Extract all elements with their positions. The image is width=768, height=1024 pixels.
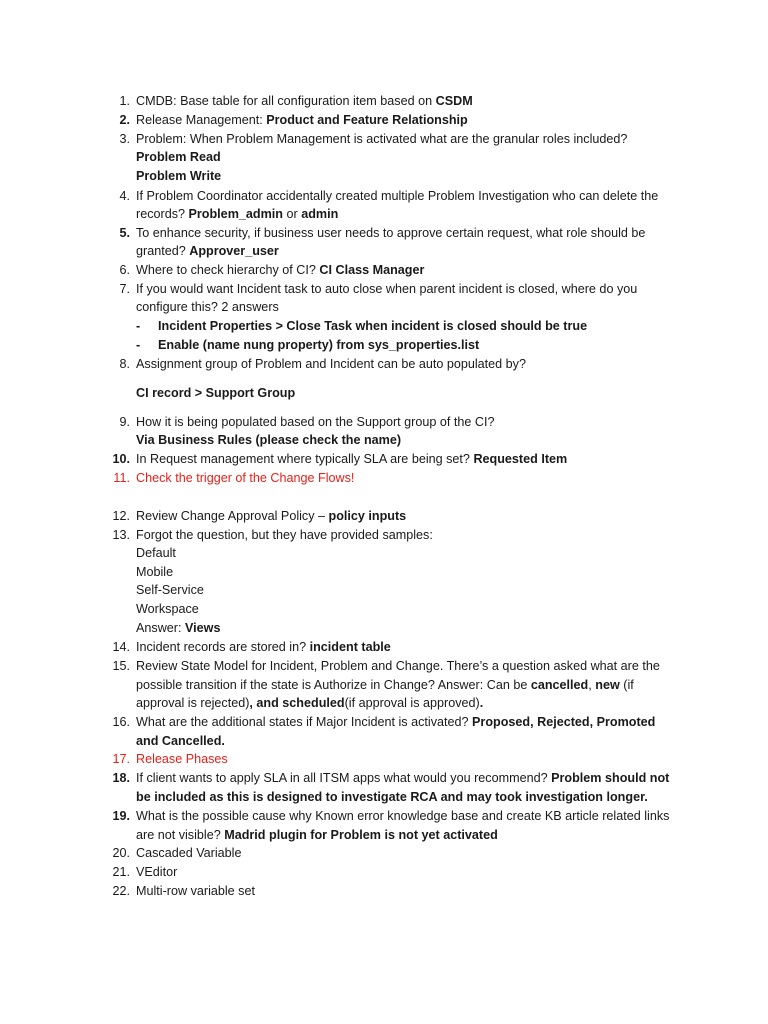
- item-answer: .: [479, 696, 484, 710]
- item-answer: , and scheduled: [249, 696, 345, 710]
- bullet-answer: Enable (name nung property) from sys_properties.list: [158, 338, 480, 352]
- sample-item: Default: [136, 546, 176, 560]
- item-text: (if: [619, 678, 634, 692]
- item-text: (if approval is approved): [344, 696, 480, 710]
- item-number: 2.: [119, 113, 130, 127]
- item-answer: Requested Item: [473, 452, 568, 466]
- item-text: possible transition if the state is Authorize in Change? Answer: Can be: [136, 678, 531, 692]
- item-text: ,: [588, 678, 596, 692]
- item-1: [136, 93, 473, 110]
- item-12: [136, 508, 406, 525]
- item-text: If client wants to apply SLA in all ITSM apps what would you recommend?: [136, 771, 552, 785]
- item-text: Answer:: [136, 621, 185, 635]
- item-number: 19.: [112, 809, 130, 823]
- item-text: are not visible?: [136, 828, 225, 842]
- item-text: Review Change Approval Policy –: [136, 509, 329, 523]
- item-11: Check the trigger of the Change Flows!: [136, 471, 355, 485]
- item-7: If you would want Incident task to auto close when parent incident is closed, where do you: [136, 282, 638, 296]
- item-answer: Via Business Rules (please check the name): [136, 433, 402, 447]
- item-number: 5.: [119, 226, 130, 240]
- item-answer: CSDM: [435, 94, 473, 108]
- item-15-line3: [136, 695, 483, 712]
- item-17: Release Phases: [136, 752, 228, 766]
- item-15: Review State Model for Incident, Problem and Change. There’s a question asked what are the: [136, 659, 660, 673]
- item-answer: Problem should not: [551, 771, 670, 785]
- item-answer: Views: [185, 621, 221, 635]
- item-number: 9.: [119, 415, 130, 429]
- item-answer: Proposed, Rejected, Promoted: [472, 715, 656, 729]
- item-3: Problem: When Problem Management is activated what are the granular roles included?: [136, 132, 628, 146]
- item-2: [136, 112, 468, 129]
- item-answer: be included as this is designed to investigate RCA and may took investigation longer.: [136, 790, 648, 804]
- item-22: Multi-row variable set: [136, 884, 255, 898]
- item-answer: Problem_admin: [188, 207, 283, 221]
- sample-item: Self-Service: [136, 583, 204, 597]
- item-text: CMDB: Base table for all configuration item based on: [136, 94, 436, 108]
- item-number: 18.: [112, 771, 130, 785]
- item-number: 13.: [112, 528, 130, 542]
- item-answer: CI record > Support Group: [136, 386, 296, 400]
- item-20: Cascaded Variable: [136, 846, 242, 860]
- item-18: [136, 770, 669, 787]
- item-number: 17.: [112, 752, 130, 766]
- item-text: or: [282, 207, 302, 221]
- item-number: 21.: [112, 865, 130, 879]
- item-text: Where to check hierarchy of CI?: [136, 263, 320, 277]
- item-8: Assignment group of Problem and Incident can be auto populated by?: [136, 357, 526, 371]
- item-text: What are the additional states if Major Incident is activated?: [136, 715, 473, 729]
- item-text: records?: [136, 207, 189, 221]
- item-10: [136, 451, 567, 468]
- item-6: [136, 262, 424, 279]
- item-number: 12.: [112, 509, 130, 523]
- item-answer: policy inputs: [328, 509, 407, 523]
- item-text: Release Management:: [136, 113, 267, 127]
- item-answer: CI Class Manager: [319, 263, 425, 277]
- sample-item: Workspace: [136, 602, 199, 616]
- item-number: 4.: [119, 189, 130, 203]
- item-answer: Problem Read: [136, 150, 221, 164]
- item-number: 15.: [112, 659, 130, 673]
- item-19-line2: [136, 827, 498, 844]
- bullet-answer: Incident Properties > Close Task when incident is closed should be true: [158, 319, 588, 333]
- item-number: 7.: [119, 282, 130, 296]
- item-9: How it is being populated based on the Support group of the CI?: [136, 415, 495, 429]
- item-14: [136, 639, 391, 656]
- item-answer: and Cancelled.: [136, 734, 225, 748]
- item-number: 20.: [112, 846, 130, 860]
- item-13: Forgot the question, but they have provided samples:: [136, 528, 433, 542]
- item-15-line2: [136, 677, 634, 694]
- item-answer: incident table: [309, 640, 391, 654]
- dash-bullet: -: [136, 338, 141, 352]
- item-text: approval is rejected): [136, 696, 250, 710]
- item-answer: Approver_user: [189, 244, 279, 258]
- item-number: 6.: [119, 263, 130, 277]
- item-text: granted?: [136, 244, 190, 258]
- item-number: 22.: [112, 884, 130, 898]
- item-text: In Request management where typically SLA are being set?: [136, 452, 474, 466]
- item-number: 10.: [112, 452, 130, 466]
- item-answer: admin: [301, 207, 339, 221]
- item-answer: Madrid plugin for Problem is not yet activated: [224, 828, 498, 842]
- item-number: 14.: [112, 640, 130, 654]
- item-4-line2: [136, 206, 338, 223]
- item-13-answer: [136, 620, 220, 637]
- item-number: 16.: [112, 715, 130, 729]
- item-answer: Product and Feature Relationship: [266, 113, 468, 127]
- item-number: 8.: [119, 357, 130, 371]
- item-number: 1.: [119, 94, 130, 108]
- item-number: 11.: [113, 471, 130, 485]
- item-16: [136, 714, 655, 731]
- item-5-line2: [136, 243, 279, 260]
- item-number: 3.: [119, 132, 130, 146]
- item-answer: cancelled: [530, 678, 589, 692]
- item-answer: Problem Write: [136, 169, 222, 183]
- item-19: What is the possible cause why Known error knowledge base and create KB article related links: [136, 809, 670, 823]
- item-21: VEditor: [136, 865, 178, 879]
- item-7-line2: configure this? 2 answers: [136, 300, 279, 314]
- item-4: If Problem Coordinator accidentally created multiple Problem Investigation who can delete the: [136, 189, 659, 203]
- dash-bullet: -: [136, 319, 141, 333]
- sample-item: Mobile: [136, 565, 174, 579]
- item-5: To enhance security, if business user needs to approve certain request, what role should be: [136, 226, 646, 240]
- item-answer: new: [595, 678, 620, 692]
- item-text: Incident records are stored in?: [136, 640, 310, 654]
